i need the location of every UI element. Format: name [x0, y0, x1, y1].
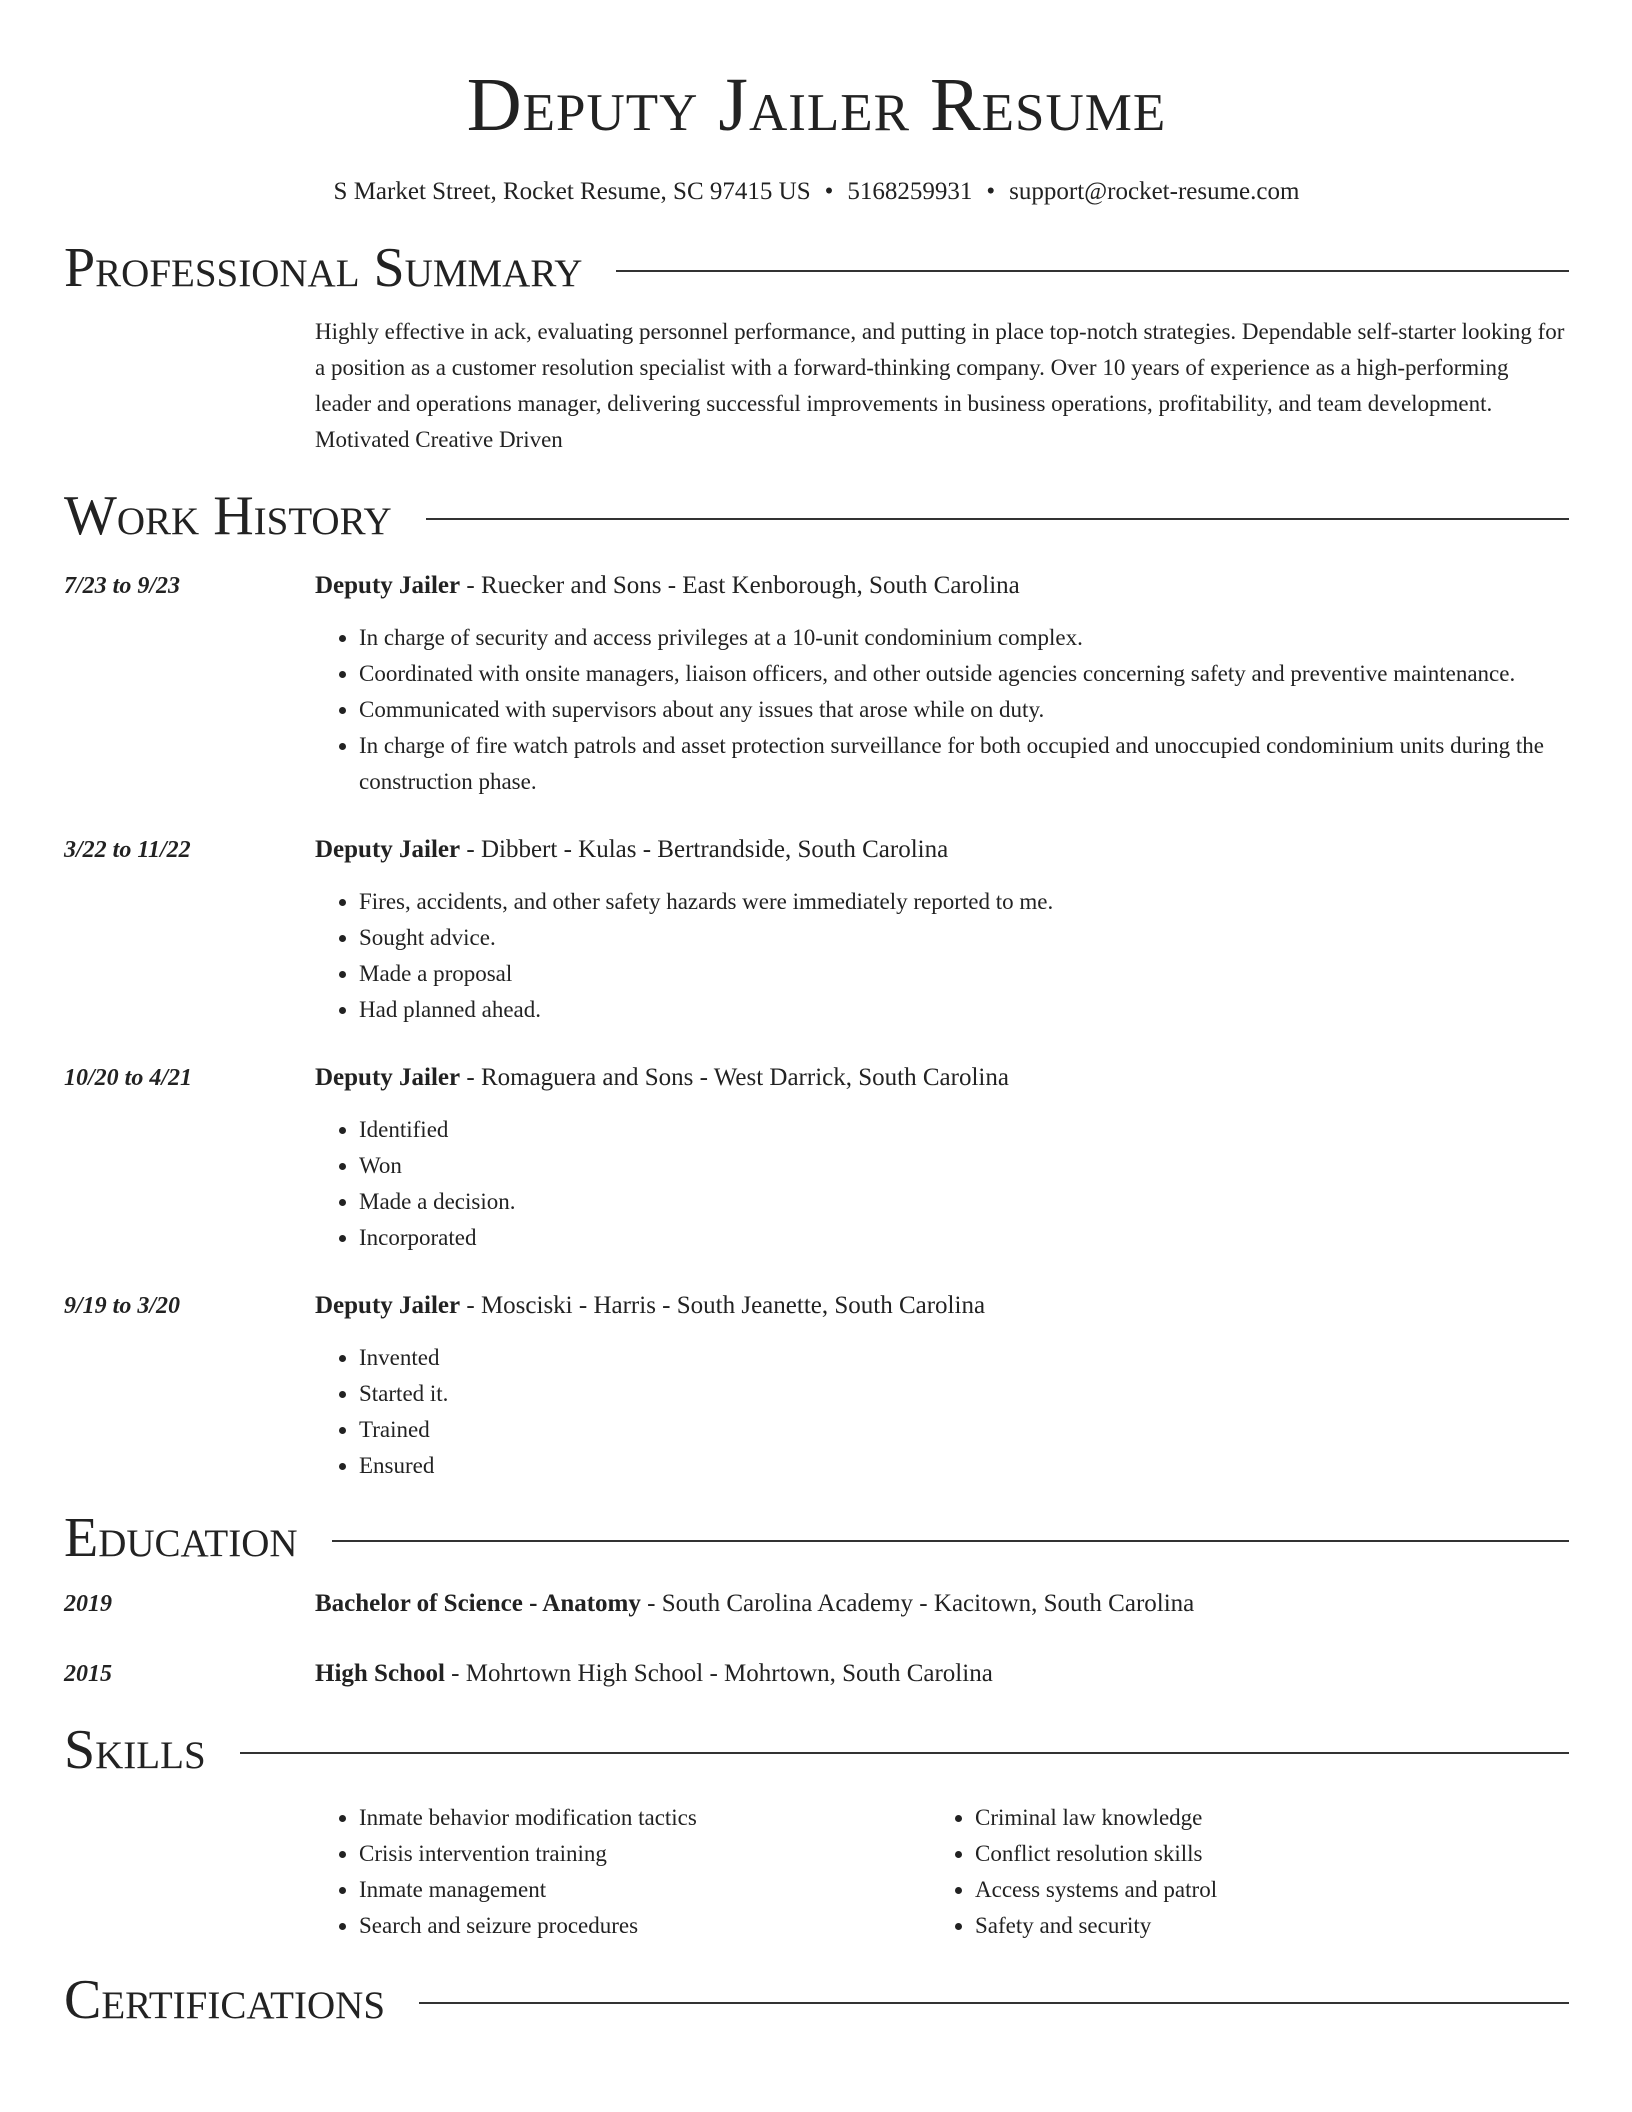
education-title-line [315, 1588, 1569, 1620]
job-title-line [315, 570, 1569, 602]
job-bullet: • Trained [359, 1412, 1569, 1448]
resume-page [64, 0, 1569, 2032]
job-bullet: • Communicated with supervisors about any issues that arose while on duty. [359, 692, 1569, 728]
skill-item: • Crisis intervention training [359, 1836, 931, 1872]
job-bullet: • Coordinated with onsite managers, liaison officers, and other outside agencies concerning safety and preventive maintenance. [359, 656, 1569, 692]
job-bullet: • Ensured [359, 1448, 1569, 1484]
job-title: Deputy Jailer [315, 572, 461, 599]
education-details: - Mohrtown High School - Mohrtown, South Carolina [444, 1660, 993, 1687]
education-body [315, 1588, 1569, 1620]
section-heading-work: Work History [64, 485, 392, 547]
skills-grid [315, 1800, 1569, 1944]
section-heading-summary: Professional Summary [64, 237, 583, 299]
job-dates: 7/23 to 9/23 [64, 573, 181, 599]
section-skills-header [64, 1718, 1569, 1782]
summary-text: Highly effective in ack, evaluating personnel performance, and putting in place top-notch strategies. Dependable self-starter looking for a position as a customer resolution specialist with a forward-thinking company. Over 10 years of experience as a high-performing leader and operations manager, delivering successful improvements in business operations, profitability, and team development. Motivated Creative Driven [315, 319, 1565, 452]
job-dates: 10/20 to 4/21 [64, 1065, 193, 1091]
job-dates: 9/19 to 3/20 [64, 1293, 181, 1319]
section-divider [426, 518, 1569, 520]
education-degree: Bachelor of Science - Anatomy [315, 1590, 641, 1617]
job-entry [64, 1062, 1569, 1256]
section-heading-education: Education [64, 1507, 298, 1569]
job-bullet: • Had planned ahead. [359, 992, 1569, 1028]
job-bullet: • In charge of fire watch patrols and asset protection surveillance for both occupied and unoccupied condominium units during the construction phase. [359, 728, 1569, 800]
section-divider [332, 1540, 1569, 1542]
section-heading-certifications: Certifications [64, 1969, 386, 2031]
job-title: Deputy Jailer [315, 836, 461, 863]
education-title-line [315, 1658, 1569, 1690]
job-details: - Mosciski - Harris - South Jeanette, South Carolina [460, 1292, 986, 1319]
job-bullets [315, 1340, 1569, 1484]
skill-item: • Conflict resolution skills [975, 1836, 1217, 1872]
job-bullet: • Invented [359, 1340, 1569, 1376]
job-bullet: • Started it. [359, 1376, 1569, 1412]
job-title-line [315, 1062, 1569, 1094]
job-body [315, 834, 1569, 1028]
section-education-header [64, 1506, 1569, 1570]
job-body [315, 570, 1569, 800]
education-year: 2019 [64, 1591, 112, 1617]
job-title: Deputy Jailer [315, 1064, 461, 1091]
job-title-line [315, 1290, 1569, 1322]
job-title-line [315, 834, 1569, 866]
skills-column-right [931, 1800, 1217, 1944]
contact-separator: • [986, 178, 996, 205]
section-summary-header [64, 236, 1569, 300]
section-certifications-header [64, 1968, 1569, 2032]
job-bullet: • Made a proposal [359, 956, 1569, 992]
job-details: - Ruecker and Sons - East Kenborough, South Carolina [460, 572, 1020, 599]
education-body [315, 1658, 1569, 1690]
job-bullet: • Made a decision. [359, 1184, 1569, 1220]
job-body [315, 1062, 1569, 1256]
job-title: Deputy Jailer [315, 1292, 461, 1319]
contact-phone: 5168259931 [847, 178, 973, 205]
skill-item: • Criminal law knowledge [975, 1800, 1217, 1836]
resume-title: Deputy Jailer Resume [466, 63, 1167, 147]
contact-email[interactable]: support@rocket-resume.com [1009, 178, 1300, 205]
skill-item: • Inmate management [359, 1872, 931, 1908]
section-divider [419, 2002, 1569, 2004]
education-details: - South Carolina Academy - Kacitown, South Carolina [640, 1590, 1195, 1617]
job-bullet: • In charge of security and access privileges at a 10-unit condominium complex. [359, 620, 1569, 656]
skills-column-left [315, 1800, 931, 1944]
contact-address: S Market Street, Rocket Resume, SC 97415 US [333, 178, 811, 205]
contact-line [64, 176, 1569, 208]
section-heading-skills: Skills [64, 1719, 206, 1781]
contact-separator: • [824, 178, 834, 205]
job-dates: 3/22 to 11/22 [64, 837, 191, 863]
job-bullets [315, 620, 1569, 800]
job-bullet: • Fires, accidents, and other safety hazards were immediately reported to me. [359, 884, 1569, 920]
job-details: - Dibbert - Kulas - Bertrandside, South Carolina [460, 836, 949, 863]
job-entry [64, 834, 1569, 1028]
job-entry [64, 1290, 1569, 1484]
job-bullet: • Won [359, 1148, 1569, 1184]
section-divider [240, 1752, 1569, 1754]
education-entry [64, 1588, 1569, 1620]
section-work-header [64, 484, 1569, 548]
job-bullet: • Incorporated [359, 1220, 1569, 1256]
job-bullets [315, 1112, 1569, 1256]
education-entry [64, 1658, 1569, 1690]
education-year: 2015 [64, 1661, 112, 1687]
job-body [315, 1290, 1569, 1484]
skill-item: • Search and seizure procedures [359, 1908, 931, 1944]
section-divider [616, 270, 1569, 272]
job-bullets [315, 884, 1569, 1028]
skill-item: • Safety and security [975, 1908, 1217, 1944]
job-bullet: • Identified [359, 1112, 1569, 1148]
job-bullet: • Sought advice. [359, 920, 1569, 956]
skill-item: • Access systems and patrol [975, 1872, 1217, 1908]
job-details: - Romaguera and Sons - West Darrick, South Carolina [460, 1064, 1009, 1091]
skill-item: • Inmate behavior modification tactics [359, 1800, 931, 1836]
education-degree: High School [315, 1660, 445, 1687]
job-entry [64, 570, 1569, 800]
